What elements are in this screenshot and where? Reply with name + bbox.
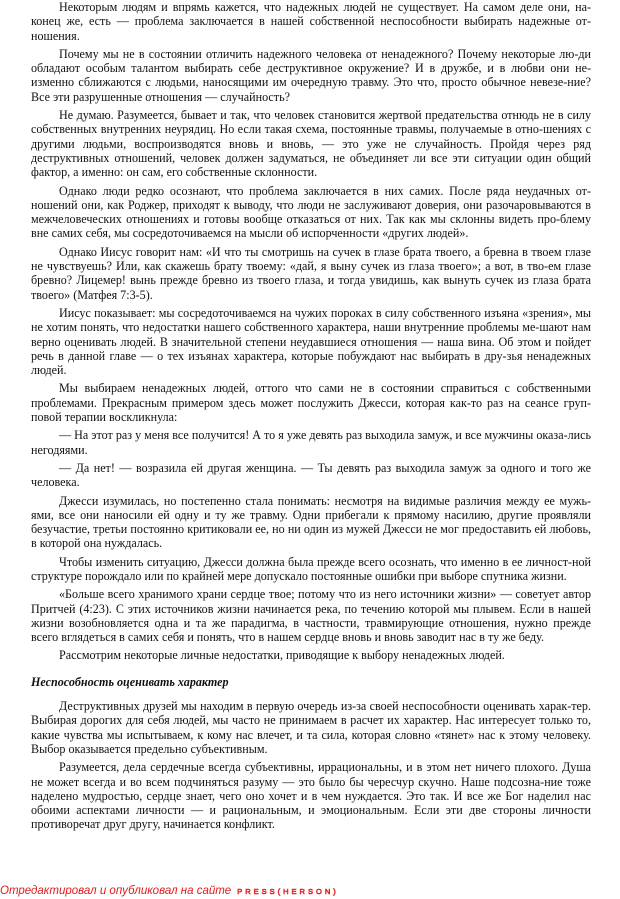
footer-text: Отредактировал и опубликовал на сайте (0, 885, 232, 897)
paragraph: Не думаю. Разумеется, бывает и так, что человек становится жертвой предательства отнюдь не в силу собственных внутренних неурядиц. Но если такая схема, постоянные травмы, получаемые в отно-шениях с другими людьми, воспроизводятся вновь и вновь, — это уже не случайность. Пройдя через ряд деструктивных отношений, человек должен задуматься, не объединяет ли все эти ситуации один общий фактор, а именно: он сам, его собственные склонности. (31, 108, 591, 180)
paragraph: «Больше всего хранимого храни сердце твое; потому что из него источники жизни» — советует автор Притчей (4:23). С этих источников жизни начинается река, по течению которой мы плывем. Если в нашей жизни возобновляется одна и та же парадигма, в частности, травмирующие отношения, нужно прежде всего вглядеться в самих себя и понять, что в нашем сердце вновь и вновь заводит нас в ту же беду. (31, 587, 591, 645)
paragraph: Однако люди редко осознают, что проблема заключается в них самих. После ряда неудачных от-ношений они, как Роджер, приходят к выводу, что люди не заслуживают доверия, они разочаровываются в межчеловеческих отношениях и готовы вообще отказаться от них. Так как мы склонны видеть про-блему вне самих себя, мы сосредоточиваемся на мысли об испорченности «других людей». (31, 183, 591, 241)
paragraph: Однако Иисус говорит нам: «И что ты смотришь на сучек в глазе брата твоего, а бревна в твоем глазе не чувствуешь? Или, как скажешь брату твоему: «дай, я выну сучек из глаза твоего»; а вот, в тво-ем глазе бревно? Лицемер! вынь прежде бревно из твоего глаза, и тогда увидишь, как вынуть сучек из глаза брата твоего» (Матфея 7:3-5). (31, 244, 591, 302)
dialogue-line: — На этот раз у меня все получится! А то я уже девять раз выходила замуж, и все мужчины оказа-лись негодяями. (31, 428, 591, 457)
paragraph: Рассмотрим некоторые личные недостатки, приводящие к выбору ненадежных людей. (59, 648, 505, 663)
paragraph: Мы выбираем ненадежных людей, оттого что сами не в состоянии справиться с собственными проблемами. Прекрасным примером здесь может послужить Джесси, которая как-то раз на сеансе груп-повой терапии воскликнула: (31, 381, 591, 425)
page-body (31, 0, 591, 836)
paragraph: Почему мы не в состоянии отличить надежного человека от ненадежного? Почему некоторые лю-ди обладают особым талантом выбирать себе деструктивное окружение? И в дружбе, и в любви они не-изменно сближаются с людьми, наносящими им очередную травму. Это что, просто обычное невезе-ние? Все эти разрушенные отношения — случайность? (31, 46, 591, 104)
paragraph: Некоторым людям и впрямь кажется, что надежных людей не существует. На самом деле они, на-конец же, есть — проблема заключается в нашей собственной неспособности выбирать надежные от-ношения. (31, 0, 591, 43)
paragraph: Разумеется, дела сердечные всегда субъективны, иррациональны, и в этом нет ничего плохого. Душа не может всегда и во всем подчиняться разуму — это было бы чересчур скучно. Наше подсозна-ние тоже наделено мудростью, сердце знает, чего оно хочет и в чем нуждается. Это так. И все же Бог наделил нас обоими аспектами личности — и рациональным, и эмоциональным. Если эти две стороны личности противоречат друг другу, начинается конфликт. (31, 760, 591, 832)
paragraph: Джесси изумилась, но постепенно стала понимать: несмотря на видимые различия между ее мужь-ями, все они наносили ей одну и ту же травму. Одни прибегали к прямому насилию, другие проявляли безучастие, третьи постоянно критиковали ее, но ни один из мужей Джесси не мог предоставить ей любовь, в которой она нуждалась. (31, 493, 591, 551)
paragraph: Чтобы изменить ситуацию, Джесси должна была прежде всего осознать, что именно в ее личност-ной структуре порождало или по крайней мере допускало постоянные ошибки при выборе спутника жизни. (31, 554, 591, 583)
paragraph: Деструктивных друзей мы находим в первую очередь из-за своей неспособности оценивать харак-тер. Выбирая дорогих для себя людей, мы часто не принимаем в расчет их характер. Нас интересует только то, какие чувства мы испытываем, к кому нас влечет, и та сила, которая словно «тянет» нас к этому человеку. Выбор оказывается предельно субъективным. (31, 699, 591, 756)
footer-brand[interactable]: PRESS(HERSON) (237, 887, 339, 896)
dialogue-line: — Да нет! — возразила ей другая женщина. — Ты девять раз выходила замуж за одного и того же человека. (31, 460, 591, 490)
section-heading: Неспособность оценивать характер (31, 674, 229, 689)
paragraph: Иисус показывает: мы сосредоточиваемся на чужих пороках в силу собственного изъяна «зрения», мы не хотим понять, что недостатки нашего собственного характера, наши внутренние проблемы ме-шают нам верно оценивать людей. В значительной степени неудавшиеся отношения — наша вина. Об этом и пойдет речь в данной главе — о тех изъянах характера, которые побуждают нас выбирать в дру-зья ненадежных людей. (31, 305, 591, 378)
footer (0, 881, 620, 897)
